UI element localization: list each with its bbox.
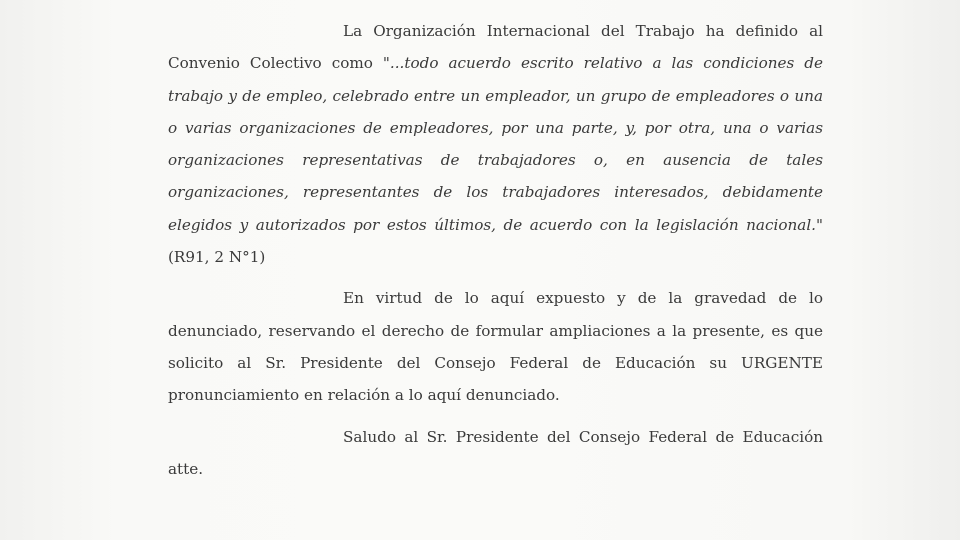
citation: (R91, 2 N°1) xyxy=(168,248,266,267)
paragraph-request xyxy=(168,282,823,411)
paragraph-oit-definition xyxy=(168,15,823,273)
document-body xyxy=(168,15,823,485)
paragraph-request-text: En virtud de lo aquí expuesto y de la gravedad de lo denunciado, reservando el derecho de formular ampliaciones a la presente, es que solicito al Sr. Presidente del Consejo Federal de Educación su URGENTE pronunciamiento en relación a lo aquí denunciado. xyxy=(168,289,823,405)
convenio-quote: "...todo acuerdo escrito relativo a las condiciones de trabajo y de empleo, celebrado entre un empleador, un grupo de empleadores o una o varias organizaciones de empleadores, por una parte, y, por otra, una o varias organizaciones representativas de trabajadores o, en ausencia de tales organizaciones, representantes de los trabajadores interesados, debidamente elegidos y autorizados por estos últimos, de acuerdo con la legislación nacional." xyxy=(168,54,823,234)
paragraph-lead: La Organización Internacional del Trabajo ha definido al Convenio Colectivo como xyxy=(168,22,823,73)
paragraph-closing-text: Saludo al Sr. Presidente del Consejo Federal de Educación atte. xyxy=(168,427,823,478)
paragraph-closing xyxy=(168,421,823,486)
